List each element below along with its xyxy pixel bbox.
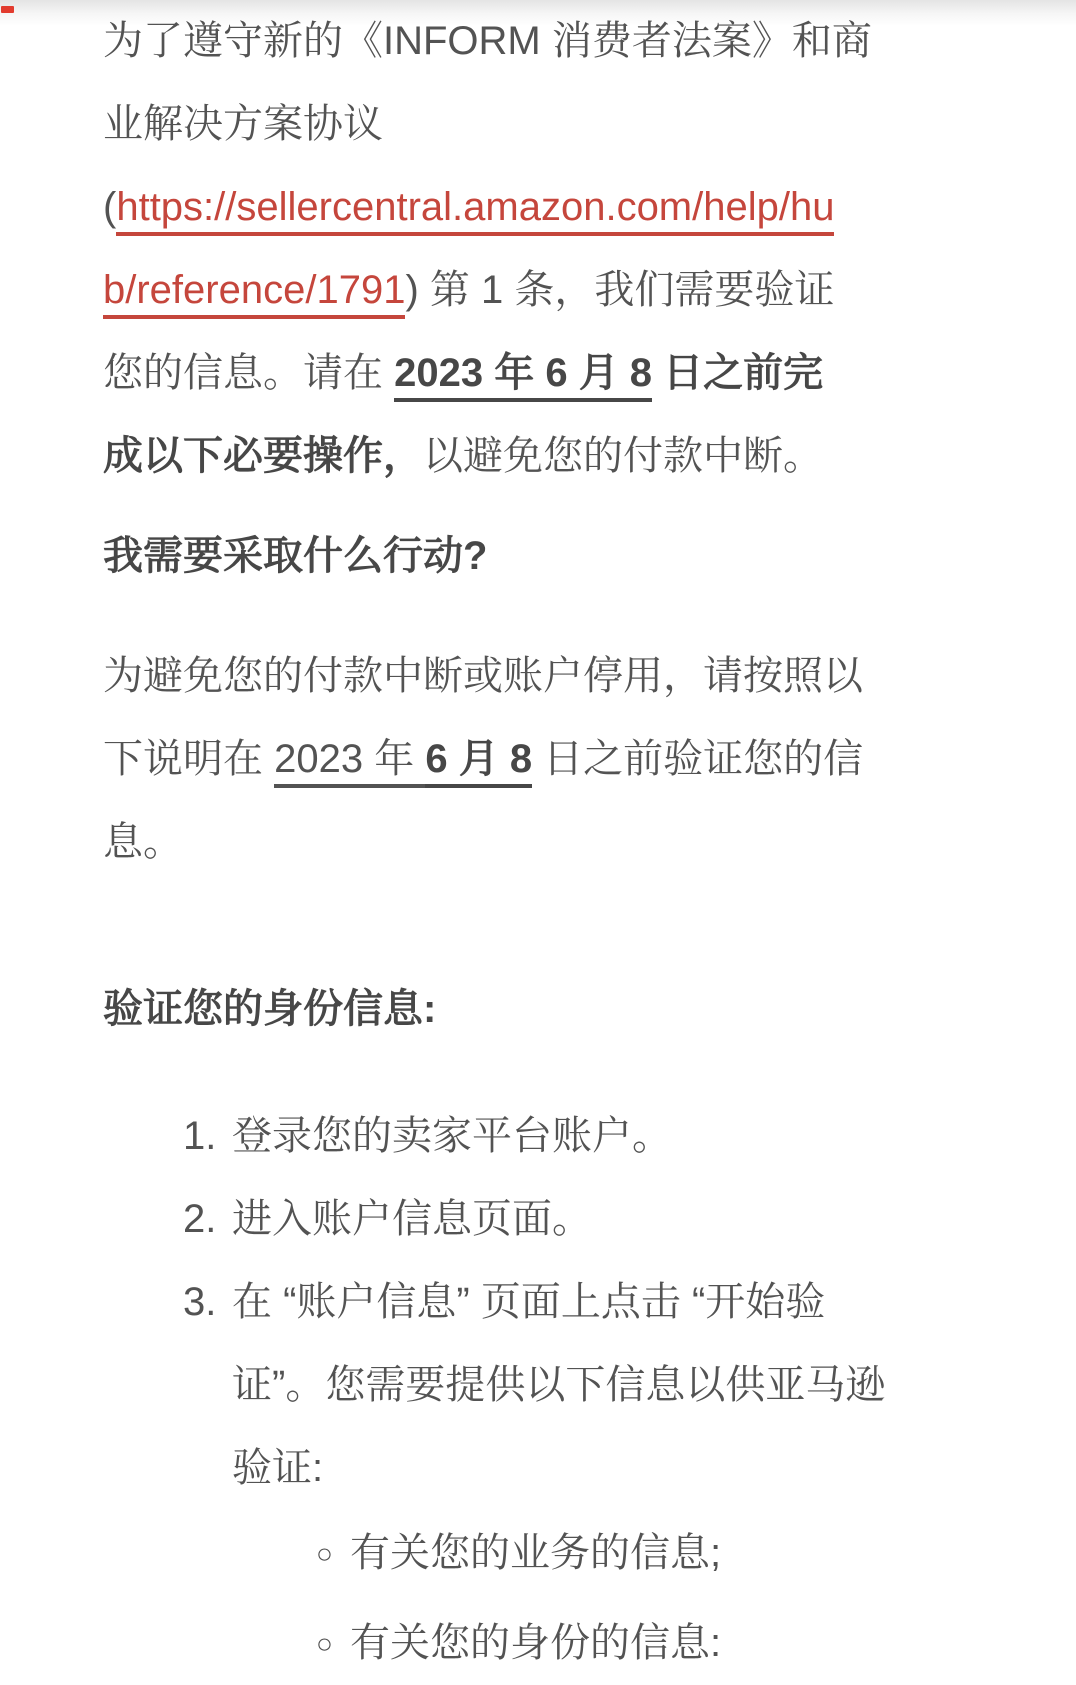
text-run: 证”。您需要提供以下信息以供亚马逊: [232, 1363, 886, 1407]
text-run: 2023 年: [274, 737, 425, 788]
seller-central-help-link[interactable]: b/reference/1791: [103, 268, 405, 319]
step-item-1: [103, 1095, 983, 1178]
bullet-text: 有关您的身份的信息:: [350, 1621, 722, 1665]
text-run: 业解决方案协议: [103, 102, 383, 146]
text-run: 您的信息。请在: [103, 351, 395, 395]
text-run: 进入账户信息页面。: [232, 1197, 592, 1241]
text-run: 下说明在: [103, 737, 275, 781]
step-item-2: [103, 1178, 983, 1261]
text-run: 登录您的卖家平台账户。: [232, 1114, 672, 1158]
text-run: 为了遵守新的《INFORM 消费者法案》和商: [103, 19, 872, 63]
text-run: 为避免您的付款中断或账户停用，请按照以: [103, 654, 863, 698]
text-run: 日之前完: [652, 351, 824, 395]
step-text: [232, 1261, 983, 1510]
seller-central-help-link[interactable]: https://sellercentral.amazon.com/help/hu: [116, 185, 834, 236]
verification-steps: [103, 1095, 983, 1510]
text-run: 息。: [103, 820, 183, 864]
required-info-list: [103, 1512, 983, 1685]
bullet-item-business-info: [103, 1512, 983, 1595]
step-number: 3.: [183, 1280, 217, 1324]
bullet-item-identity-info: [103, 1602, 983, 1685]
text-run: 以避免您的付款中断。: [423, 434, 823, 478]
email-content: [103, 0, 983, 1685]
text-run: ) 第 1 条，我们需要验证: [405, 268, 835, 312]
corner-red-artifact: [1, 6, 14, 13]
text-run: 2023 年 6 月 8: [394, 351, 652, 402]
step-item-3: [103, 1261, 983, 1510]
text-run: 6 月 8: [425, 737, 532, 788]
step-text: [232, 1095, 983, 1178]
text-run: (: [103, 185, 117, 229]
text-run: 验证:: [232, 1446, 324, 1490]
text-run: 在 “账户信息” 页面上点击 “开始验: [232, 1280, 826, 1324]
step-text: [232, 1178, 983, 1261]
circle-bullet-icon: ○: [316, 1538, 333, 1569]
bullet-text: 有关您的业务的信息;: [350, 1531, 722, 1575]
verify-identity-heading: 验证您的身份信息:: [103, 987, 437, 1031]
step-number: 1.: [183, 1114, 217, 1158]
text-run: 成以下必要操作，: [103, 434, 423, 478]
text-run: 日之前验证您的信: [532, 737, 864, 781]
step-number: 2.: [183, 1197, 217, 1241]
intro-paragraph: [103, 0, 983, 498]
actions-heading: 我需要采取什么行动?: [103, 534, 488, 578]
circle-bullet-icon: ○: [316, 1628, 333, 1659]
deadline-paragraph: [103, 635, 983, 884]
